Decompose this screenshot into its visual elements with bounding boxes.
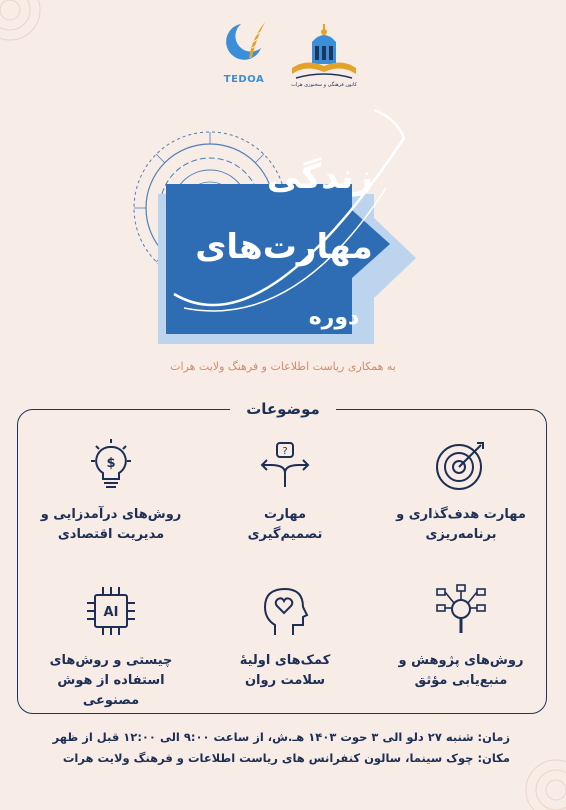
banner-course-word: دوره: [308, 305, 360, 330]
topic-label-line1: روش‌های درآمدزایی و: [40, 507, 182, 522]
corner-floral-ornament: [0, 0, 70, 70]
topic-decision-making: [210, 437, 360, 545]
topic-artificial-intelligence: [36, 583, 186, 711]
topic-label-line2: برنامه‌ریزی: [425, 527, 497, 542]
topic-label-line2: تصمیم‌گیری: [247, 527, 323, 542]
topic-mental-health: [210, 583, 360, 691]
topic-label-line2: سلامت روان: [244, 673, 326, 688]
svg-text:?: ?: [282, 446, 288, 457]
dollar-bulb-icon: [83, 437, 139, 493]
event-location: مکان: چوک سینما، سالون کنفرانس های ریاست اطلاعات و فرهنگ ولایت هرات: [62, 751, 510, 765]
head-heart-icon: [257, 583, 313, 639]
tedoa-logo: [212, 18, 276, 104]
ai-chip-icon: [83, 583, 139, 639]
banner-title-line1: مهارت‌های: [195, 227, 373, 267]
topic-income-economics: [36, 437, 186, 545]
topics-heading: موضوعات: [230, 397, 336, 421]
topic-goal-setting: [386, 437, 536, 545]
event-time: زمان: شنبه ۲۷ دلو الی ۳ حوت ۱۴۰۳ هـ.ش، از ساعت ۹:۰۰ الی ۱۲:۰۰ قبل از ظهر: [52, 730, 510, 744]
club-logo-caption: کانون فرهنگی و سخنوری هرات: [291, 82, 357, 88]
topic-label-line2: منبع‌یابی مؤثق: [414, 673, 508, 688]
topic-research-methods: [386, 583, 536, 691]
topic-label-line1: کمک‌های اولیهٔ: [239, 653, 331, 668]
course-title-banner: [124, 98, 434, 352]
topic-label-line1: چیستی و روش‌های: [49, 653, 173, 668]
topic-label-line1: مهارت: [263, 507, 307, 522]
svg-text:$: $: [106, 456, 116, 471]
ai-chip-text: AI: [103, 605, 119, 620]
partnership-subtitle: به همکاری ریاست اطلاعات و فرهنگ ولایت هرات: [170, 360, 396, 373]
topic-label-line1: روش‌های پژوهش و: [398, 653, 524, 668]
crescent-quill-icon: [219, 18, 269, 68]
tedoa-logo-text: TEDOA: [223, 74, 265, 85]
topic-label-line1: مهارت هدف‌گذاری و: [396, 507, 526, 522]
topic-label-line2: استفاده از هوش مصنوعی: [57, 673, 165, 708]
banner-title-line2: زندگی: [266, 157, 374, 197]
research-network-icon: [433, 583, 489, 639]
target-icon: [433, 437, 489, 493]
speech-club-logo: [288, 20, 360, 90]
decision-arrows-icon: [257, 437, 313, 493]
topic-label-line2: مدیریت اقتصادی: [57, 527, 165, 542]
